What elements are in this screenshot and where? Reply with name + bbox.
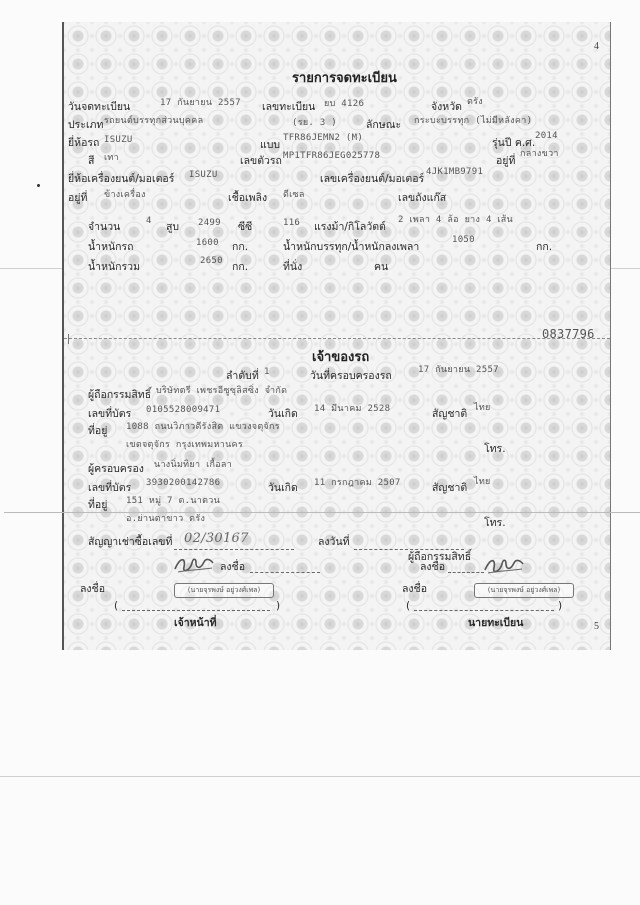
horsepower-value: 116 xyxy=(283,218,301,228)
type-value: รถยนต์บรรทุกส่วนบุคคล xyxy=(104,116,204,126)
load-label: น้ำหนักบรรทุก/น้ำหนักลงเพลา xyxy=(283,241,420,253)
owner-nationality-value: ไทย xyxy=(474,403,491,413)
reg-no-label: เลขทะเบียน xyxy=(262,101,316,113)
registrar-name-line xyxy=(414,610,554,611)
possessor-dob-label: วันเกิด xyxy=(268,482,298,494)
weight-value: 1600 xyxy=(196,238,219,248)
possessor-address-label: ที่อยู่ xyxy=(88,499,108,511)
province-label: จังหวัด xyxy=(431,101,462,113)
officer-paren-open: ( xyxy=(114,600,119,612)
type-code-value: (รย. 3 ) xyxy=(292,118,338,128)
possessor-nationality-value: ไทย xyxy=(474,477,491,487)
model-value: TFR86JEMN2 (M) xyxy=(283,133,364,143)
owner-id-value: 0105528009471 xyxy=(146,405,221,415)
brand-label: ยี่ห้อรถ xyxy=(68,137,100,149)
horsepower-label: แรงม้า/กิโลวัตต์ xyxy=(314,221,386,233)
chassis-value: MP1TFR86JEG025778 xyxy=(283,151,381,161)
seats-label: ที่นั่ง xyxy=(283,261,303,273)
officer-sign-line-1 xyxy=(250,572,320,573)
divider-tick xyxy=(68,334,69,344)
owner-id-label: เลขที่บัตร xyxy=(88,408,132,420)
character-label: ลักษณะ xyxy=(366,119,402,131)
chassis-location-label: อยู่ที่ xyxy=(496,155,516,167)
seats-unit: คน xyxy=(374,261,389,273)
cylinder-count-label: จำนวน xyxy=(88,221,121,233)
province-value: ตรัง xyxy=(467,97,483,107)
legal-owner-value: บริษัทตรี เพชรอีซูซุลิสซิ่ง จำกัด xyxy=(156,386,288,396)
officer-name-line xyxy=(122,610,270,611)
owner-title: เจ้าของรถ xyxy=(312,350,370,365)
sequence-value: 1 xyxy=(264,367,270,377)
engine-no-label: เลขเครื่องยนต์/มอเตอร์ xyxy=(320,173,425,185)
total-weight-unit: กก. xyxy=(232,261,249,273)
registrar-sign-line-1 xyxy=(448,572,484,573)
registrar-sign-label-1: ลงชื่อ xyxy=(420,561,445,573)
fuel-label: เชื้อเพลิง xyxy=(228,192,268,204)
possessor-value: นางนิ่มทิยา เกื้อลา xyxy=(154,460,233,470)
scan-dot xyxy=(37,184,40,187)
cylinder-unit-label: สูบ xyxy=(166,221,180,233)
reg-date-label: วันจดทะเบียน xyxy=(68,101,131,113)
registrar-role: นายทะเบียน xyxy=(468,617,524,629)
axle-wheel-value: 2 เพลา 4 ล้อ ยาง 4 เส้น xyxy=(398,215,514,225)
registrar-signature xyxy=(482,554,526,576)
reg-date-value: 17 กันยายน 2557 xyxy=(160,98,241,108)
engine-brand-value: ISUZU xyxy=(189,170,218,180)
engine-location-value: ข้างเครื่อง xyxy=(104,190,146,200)
registration-title: รายการจดทะเบียน xyxy=(292,71,397,86)
total-weight-label: น้ำหนักรวม xyxy=(88,261,140,273)
model-year-value: 2014 xyxy=(535,131,558,141)
registrar-paren-open: ( xyxy=(406,600,411,612)
chassis-location-value: กลางขวา xyxy=(520,149,559,159)
owner-dob-label: วันเกิด xyxy=(268,408,298,420)
owner-address-label: ที่อยู่ xyxy=(88,425,108,437)
engine-brand-label: ยี่ห้อเครื่องยนต์/มอเตอร์ xyxy=(68,173,175,185)
lease-label: สัญญาเช่าซื้อเลขที่ xyxy=(88,536,173,548)
model-label: แบบ xyxy=(260,139,281,151)
color-label: สี xyxy=(88,155,95,167)
sequence-label: ลำดับที่ xyxy=(226,370,259,382)
cylinder-count-value: 4 xyxy=(146,216,152,226)
lease-number-handwritten: 02/30167 xyxy=(184,531,249,546)
engine-no-value: 4JK1MB9791 xyxy=(426,167,484,177)
load-unit: กก. xyxy=(536,241,553,253)
engine-location-label: อยู่ที่ xyxy=(68,192,88,204)
officer-name-stamp: (นายจุรพงษ์ อยู่วงศ์เพล) xyxy=(174,583,274,598)
owned-date-value: 17 กันยายน 2557 xyxy=(418,365,499,375)
owned-date-label: วันที่ครอบครองรถ xyxy=(310,370,392,382)
gas-tank-label: เลขถังแก๊ส xyxy=(398,192,447,204)
character-value: กระบะบรรทุก (ไม่มีหลังคา) xyxy=(414,116,533,126)
possessor-address-line2: อ.ย่านตาขาว ตรัง xyxy=(126,514,206,524)
registrar-paren-close: ) xyxy=(558,600,563,612)
possessor-id-label: เลขที่บัตร xyxy=(88,482,132,494)
chassis-label: เลขตัวรถ xyxy=(240,155,282,167)
owner-dob-value: 14 มีนาคม 2528 xyxy=(314,404,391,414)
lease-date-line xyxy=(354,549,464,550)
possessor-address-line1: 151 หมู่ 7 ต.นาตวน xyxy=(126,496,221,506)
load-value: 1050 xyxy=(452,235,475,245)
legal-owner-label: ผู้ถือกรรมสิทธิ์ xyxy=(88,389,152,401)
page-number-top: 4 xyxy=(594,41,599,52)
possessor-label: ผู้ครอบครอง xyxy=(88,463,144,475)
section-divider xyxy=(64,338,610,339)
officer-paren-close: ) xyxy=(276,600,281,612)
page-number-bottom: 5 xyxy=(594,621,599,632)
registrar-name-stamp: (นายจุรพงษ์ อยู่วงศ์เพล) xyxy=(474,583,574,598)
fuel-value: ดีเซล xyxy=(283,190,305,200)
cc-label: ซีซี xyxy=(238,221,253,233)
total-weight-value: 2650 xyxy=(200,256,223,266)
possessor-id-value: 3930200142786 xyxy=(146,478,221,488)
color-value: เทา xyxy=(104,153,119,163)
registrar-sign-label-2: ลงชื่อ xyxy=(402,583,427,595)
serial-number: 0837796 xyxy=(542,327,595,341)
owner-address-line2: เขตจตุจักร กรุงเทพมหานคร xyxy=(126,440,244,450)
owner-caption: ผู้ถือกรรมสิทธิ์ xyxy=(408,551,472,563)
lease-number-line xyxy=(174,549,294,550)
scan-line xyxy=(0,776,640,777)
weight-label: น้ำหนักรถ xyxy=(88,241,134,253)
owner-phone-label: โทร. xyxy=(484,443,506,455)
brand-value: ISUZU xyxy=(104,135,133,145)
officer-signature xyxy=(172,553,216,575)
possessor-nationality-label: สัญชาติ xyxy=(432,482,468,494)
officer-role: เจ้าหน้าที่ xyxy=(174,617,217,629)
possessor-phone-label: โทร. xyxy=(484,517,506,529)
weight-unit: กก. xyxy=(232,241,249,253)
type-label: ประเภท xyxy=(68,119,104,131)
model-year-label: รุ่นปี ค.ศ. xyxy=(492,137,536,149)
officer-sign-label-2: ลงชื่อ xyxy=(80,583,105,595)
owner-nationality-label: สัญชาติ xyxy=(432,408,468,420)
owner-address-line1: 1088 ถนนวิภาวดีรังสิต แขวงจตุจักร xyxy=(126,422,280,432)
officer-sign-label-1: ลงชื่อ xyxy=(220,561,245,573)
reg-no-value: ยบ 4126 xyxy=(324,99,365,109)
cc-value: 2499 xyxy=(198,218,221,228)
registration-page xyxy=(62,22,611,650)
possessor-dob-value: 11 กรกฎาคม 2507 xyxy=(314,478,401,488)
scan-artifact-line xyxy=(4,512,640,513)
lease-date-label: ลงวันที่ xyxy=(318,536,350,548)
